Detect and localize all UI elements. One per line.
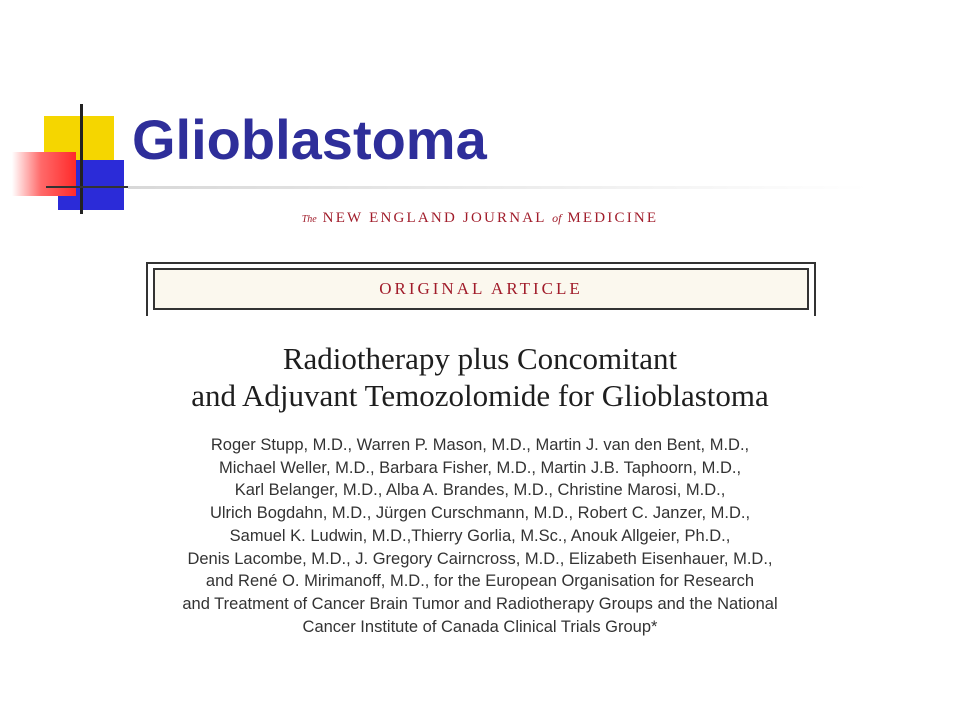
decorative-red-bar xyxy=(12,152,76,196)
author-line: Ulrich Bogdahn, M.D., Jürgen Curschmann, M.D., Robert C. Janzer, M.D., xyxy=(209,504,751,523)
section-label-box xyxy=(153,268,809,310)
decorative-horizontal-line xyxy=(46,186,136,188)
slide-title: Glioblastoma xyxy=(132,108,487,171)
decorative-vertical-line xyxy=(80,104,83,214)
author-list xyxy=(110,434,850,638)
author-line: Roger Stupp, M.D., Warren P. Mason, M.D., Martin J. van den Bent, M.D., xyxy=(210,436,750,454)
journal-prefix: The xyxy=(301,214,317,225)
article-title-line: Radiotherapy plus Concomitant xyxy=(282,341,678,376)
article-title-line: and Adjuvant Temozolomide for Glioblastoma xyxy=(191,378,769,413)
journal-connector: of xyxy=(552,211,562,225)
journal-name-end: MEDICINE xyxy=(567,210,659,226)
title-underline-rule xyxy=(128,186,868,189)
author-line: Samuel K. Ludwin, M.D.,Thierry Gorlia, M.Sc., Anouk Allgeier, Ph.D., xyxy=(229,526,731,545)
article-title xyxy=(120,340,840,414)
journal-name: NEW ENGLAND JOURNAL xyxy=(322,210,547,226)
author-line: Denis Lacombe, M.D., J. Gregory Cairncross, M.D., Elizabeth Eisenhauer, M.D., xyxy=(187,549,773,568)
author-line: and Treatment of Cancer Brain Tumor and Radiotherapy Groups and the National xyxy=(182,594,778,613)
author-line: and René O. Mirimanoff, M.D., for the European Organisation for Research xyxy=(205,572,755,591)
author-line: Karl Belanger, M.D., Alba A. Brandes, M.D., Christine Marosi, M.D., xyxy=(234,481,726,500)
section-label: ORIGINAL ARTICLE xyxy=(379,279,583,298)
author-line: Cancer Institute of Canada Clinical Trials Group* xyxy=(302,617,658,636)
author-line: Michael Weller, M.D., Barbara Fisher, M.D., Martin J.B. Taphoorn, M.D., xyxy=(218,458,742,477)
journal-masthead xyxy=(300,210,660,227)
